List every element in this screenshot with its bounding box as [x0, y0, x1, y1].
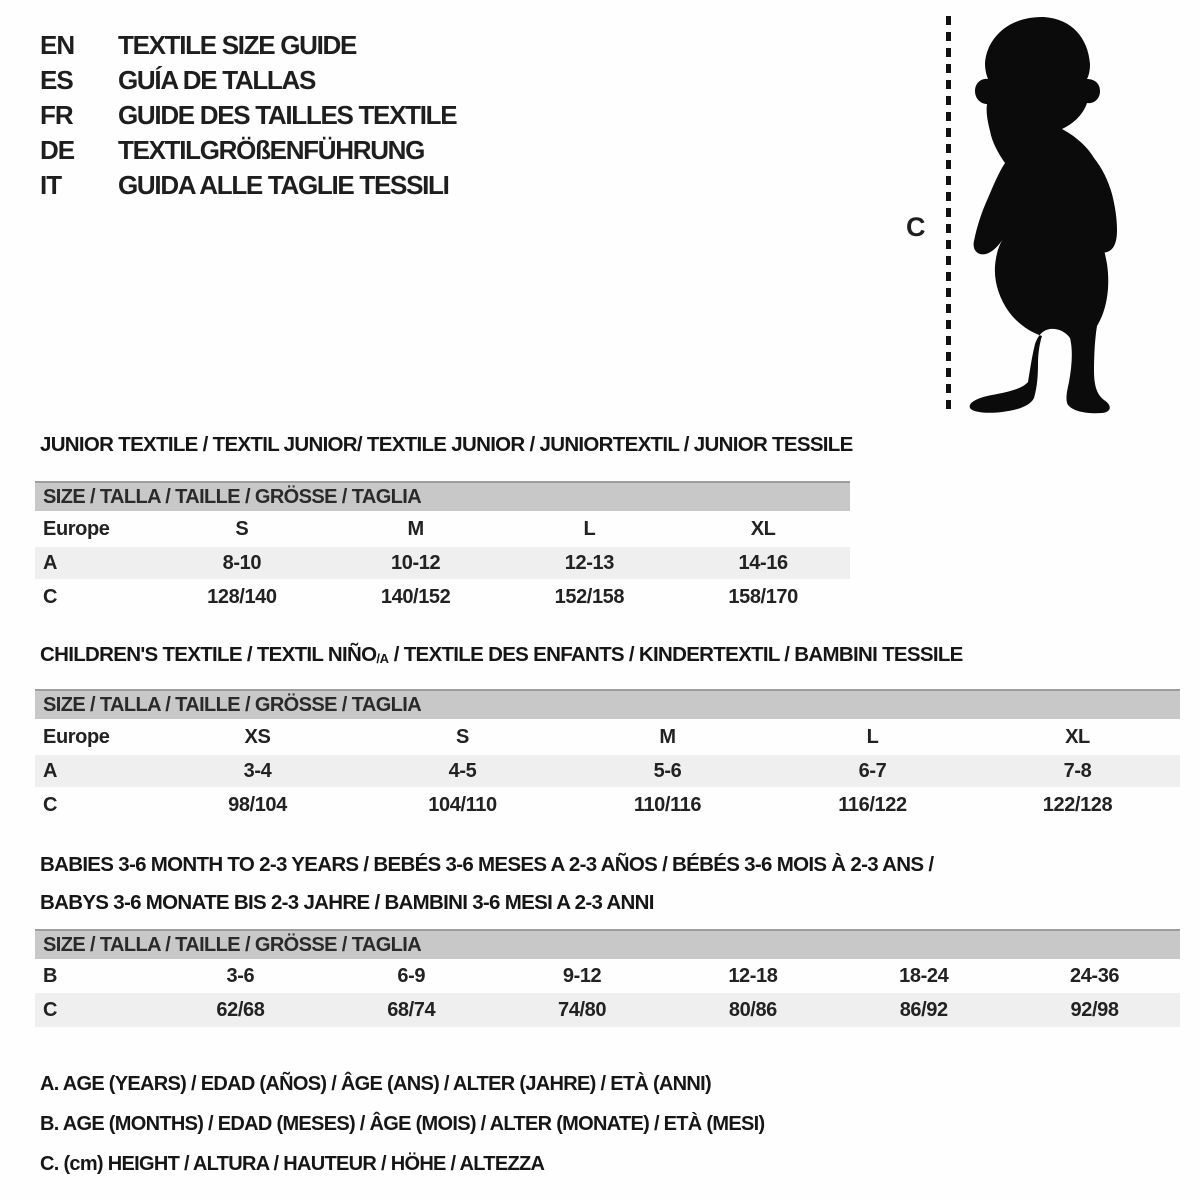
height-cell: 110/116: [633, 793, 702, 816]
height-cell: 122/128: [1042, 793, 1113, 816]
lang-row-en: [40, 28, 456, 63]
children-row-age: [35, 755, 1180, 787]
legend-block: [40, 1064, 764, 1184]
lang-title-en: TEXTILE SIZE GUIDE: [118, 30, 357, 60]
children-table: [35, 719, 1180, 823]
months-cell: 9-12: [562, 964, 602, 987]
row-label-b: B: [43, 964, 58, 987]
junior-row-height: [35, 579, 850, 615]
legend-line-a: A. AGE (YEARS) / EDAD (AÑOS) / ÂGE (ANS) / ALTER (JAHRE) / ETÀ (ANNI): [40, 1073, 711, 1095]
children-size-header-bar: SIZE / TALLA / TAILLE / GRÖSSE / TAGLIA: [35, 689, 1180, 719]
lang-row-it: [40, 168, 456, 203]
size-cell: L: [866, 725, 879, 748]
months-cell: 3-6: [226, 964, 255, 987]
height-cell: 74/80: [558, 998, 607, 1021]
age-cell: 5-6: [653, 759, 682, 782]
height-measure-dashed-line: [946, 16, 951, 416]
height-cell: 98/104: [228, 793, 287, 816]
legend-line-b: B. AGE (MONTHS) / EDAD (MESES) / ÂGE (MOIS) / ALTER (MONATE) / ETÀ (MESI): [40, 1113, 765, 1135]
height-cell: 80/86: [728, 998, 777, 1021]
babies-size-table: [35, 929, 1180, 1027]
height-cell: 62/68: [216, 998, 265, 1021]
lang-title-de: TEXTILGRÖßENFÜHRUNG: [118, 135, 425, 165]
children-title-post: / TEXTILE DES ENFANTS / KINDERTEXTIL / BAMBINI TESSILE: [388, 643, 963, 666]
lang-title-es: GUÍA DE TALLAS: [118, 65, 316, 95]
lang-row-fr: [40, 98, 456, 133]
months-cell: 6-9: [397, 964, 426, 987]
lang-code-de: DE: [40, 135, 75, 165]
language-title-block: [40, 28, 456, 203]
months-cell: 24-36: [1069, 964, 1120, 987]
row-label-a: A: [43, 551, 58, 574]
height-cell: 158/170: [728, 585, 798, 608]
junior-section-title: JUNIOR TEXTILE / TEXTIL JUNIOR/ TEXTILE JUNIOR / JUNIORTEXTIL / JUNIOR TESSILE: [40, 433, 853, 456]
row-label-europe: Europe: [43, 725, 110, 748]
lang-row-de: [40, 133, 456, 168]
babies-row-height: [35, 993, 1180, 1027]
lang-code-en: EN: [40, 30, 75, 60]
size-cell: M: [659, 725, 676, 748]
babies-section-title: [40, 846, 933, 922]
months-cell: 18-24: [899, 964, 949, 987]
age-cell: 8-10: [222, 551, 262, 574]
lang-title-fr: GUIDE DES TAILLES TEXTILE: [118, 100, 457, 130]
age-cell: 3-4: [243, 759, 272, 782]
row-label-c: C: [43, 585, 58, 608]
height-cell: 68/74: [387, 998, 436, 1021]
age-cell: 4-5: [448, 759, 477, 782]
babies-row-months: [35, 959, 1180, 993]
height-cell: 152/158: [554, 585, 625, 608]
junior-size-table: [35, 481, 850, 615]
lang-title-it: GUIDA ALLE TAGLIE TESSILI: [118, 170, 449, 200]
height-cell: 116/122: [838, 793, 907, 816]
size-cell: S: [456, 725, 469, 748]
junior-size-header-bar: SIZE / TALLA / TAILLE / GRÖSSE / TAGLIA: [35, 481, 850, 511]
size-cell: M: [407, 517, 424, 540]
height-cell: 104/110: [428, 793, 497, 816]
age-cell: 12-13: [564, 551, 614, 574]
height-cell: 128/140: [207, 585, 277, 608]
children-section-title: [40, 643, 963, 667]
size-cell: L: [583, 517, 596, 540]
months-cell: 12-18: [728, 964, 778, 987]
junior-row-europe: [35, 511, 850, 547]
lang-code-es: ES: [40, 65, 73, 95]
height-measure-label: C: [906, 212, 926, 242]
age-cell: 10-12: [391, 551, 441, 574]
height-cell: 92/98: [1070, 998, 1119, 1021]
babies-title-line1: BABIES 3-6 MONTH TO 2-3 YEARS / BEBÉS 3-6 MESES A 2-3 AÑOS / BÉBÉS 3-6 MOIS À 2-3 ANS /: [40, 853, 934, 876]
age-cell: 6-7: [858, 759, 887, 782]
children-row-europe: [35, 719, 1180, 755]
junior-table: [35, 511, 850, 615]
lang-code-it: IT: [40, 170, 62, 200]
children-size-table: [35, 689, 1180, 823]
children-row-height: [35, 787, 1180, 823]
row-label-a: A: [43, 759, 58, 782]
size-cell: XL: [750, 517, 776, 540]
height-cell: 140/152: [380, 585, 451, 608]
children-title-sub: /A: [376, 651, 389, 666]
age-cell: 14-16: [738, 551, 788, 574]
height-cell: 86/92: [899, 998, 948, 1021]
babies-title-line2: BABYS 3-6 MONATE BIS 2-3 JAHRE / BAMBINI 3-6 MESI A 2-3 ANNI: [40, 891, 654, 914]
size-cell: XS: [244, 725, 271, 748]
row-label-c: C: [43, 793, 58, 816]
size-cell: XL: [1065, 725, 1090, 748]
toddler-silhouette-icon: [960, 14, 1140, 416]
lang-row-es: [40, 63, 456, 98]
age-cell: 7-8: [1063, 759, 1092, 782]
junior-row-age: [35, 547, 850, 579]
babies-table: [35, 959, 1180, 1027]
children-title-pre: CHILDREN'S TEXTILE / TEXTIL NIÑO: [40, 643, 377, 666]
row-label-europe: Europe: [43, 517, 110, 540]
babies-size-header-bar: SIZE / TALLA / TAILLE / GRÖSSE / TAGLIA: [35, 929, 1180, 959]
row-label-c: C: [43, 998, 58, 1021]
lang-code-fr: FR: [40, 100, 73, 130]
size-cell: S: [235, 517, 249, 540]
legend-line-c: C. (cm) HEIGHT / ALTURA / HAUTEUR / HÖHE / ALTEZZA: [40, 1153, 545, 1175]
